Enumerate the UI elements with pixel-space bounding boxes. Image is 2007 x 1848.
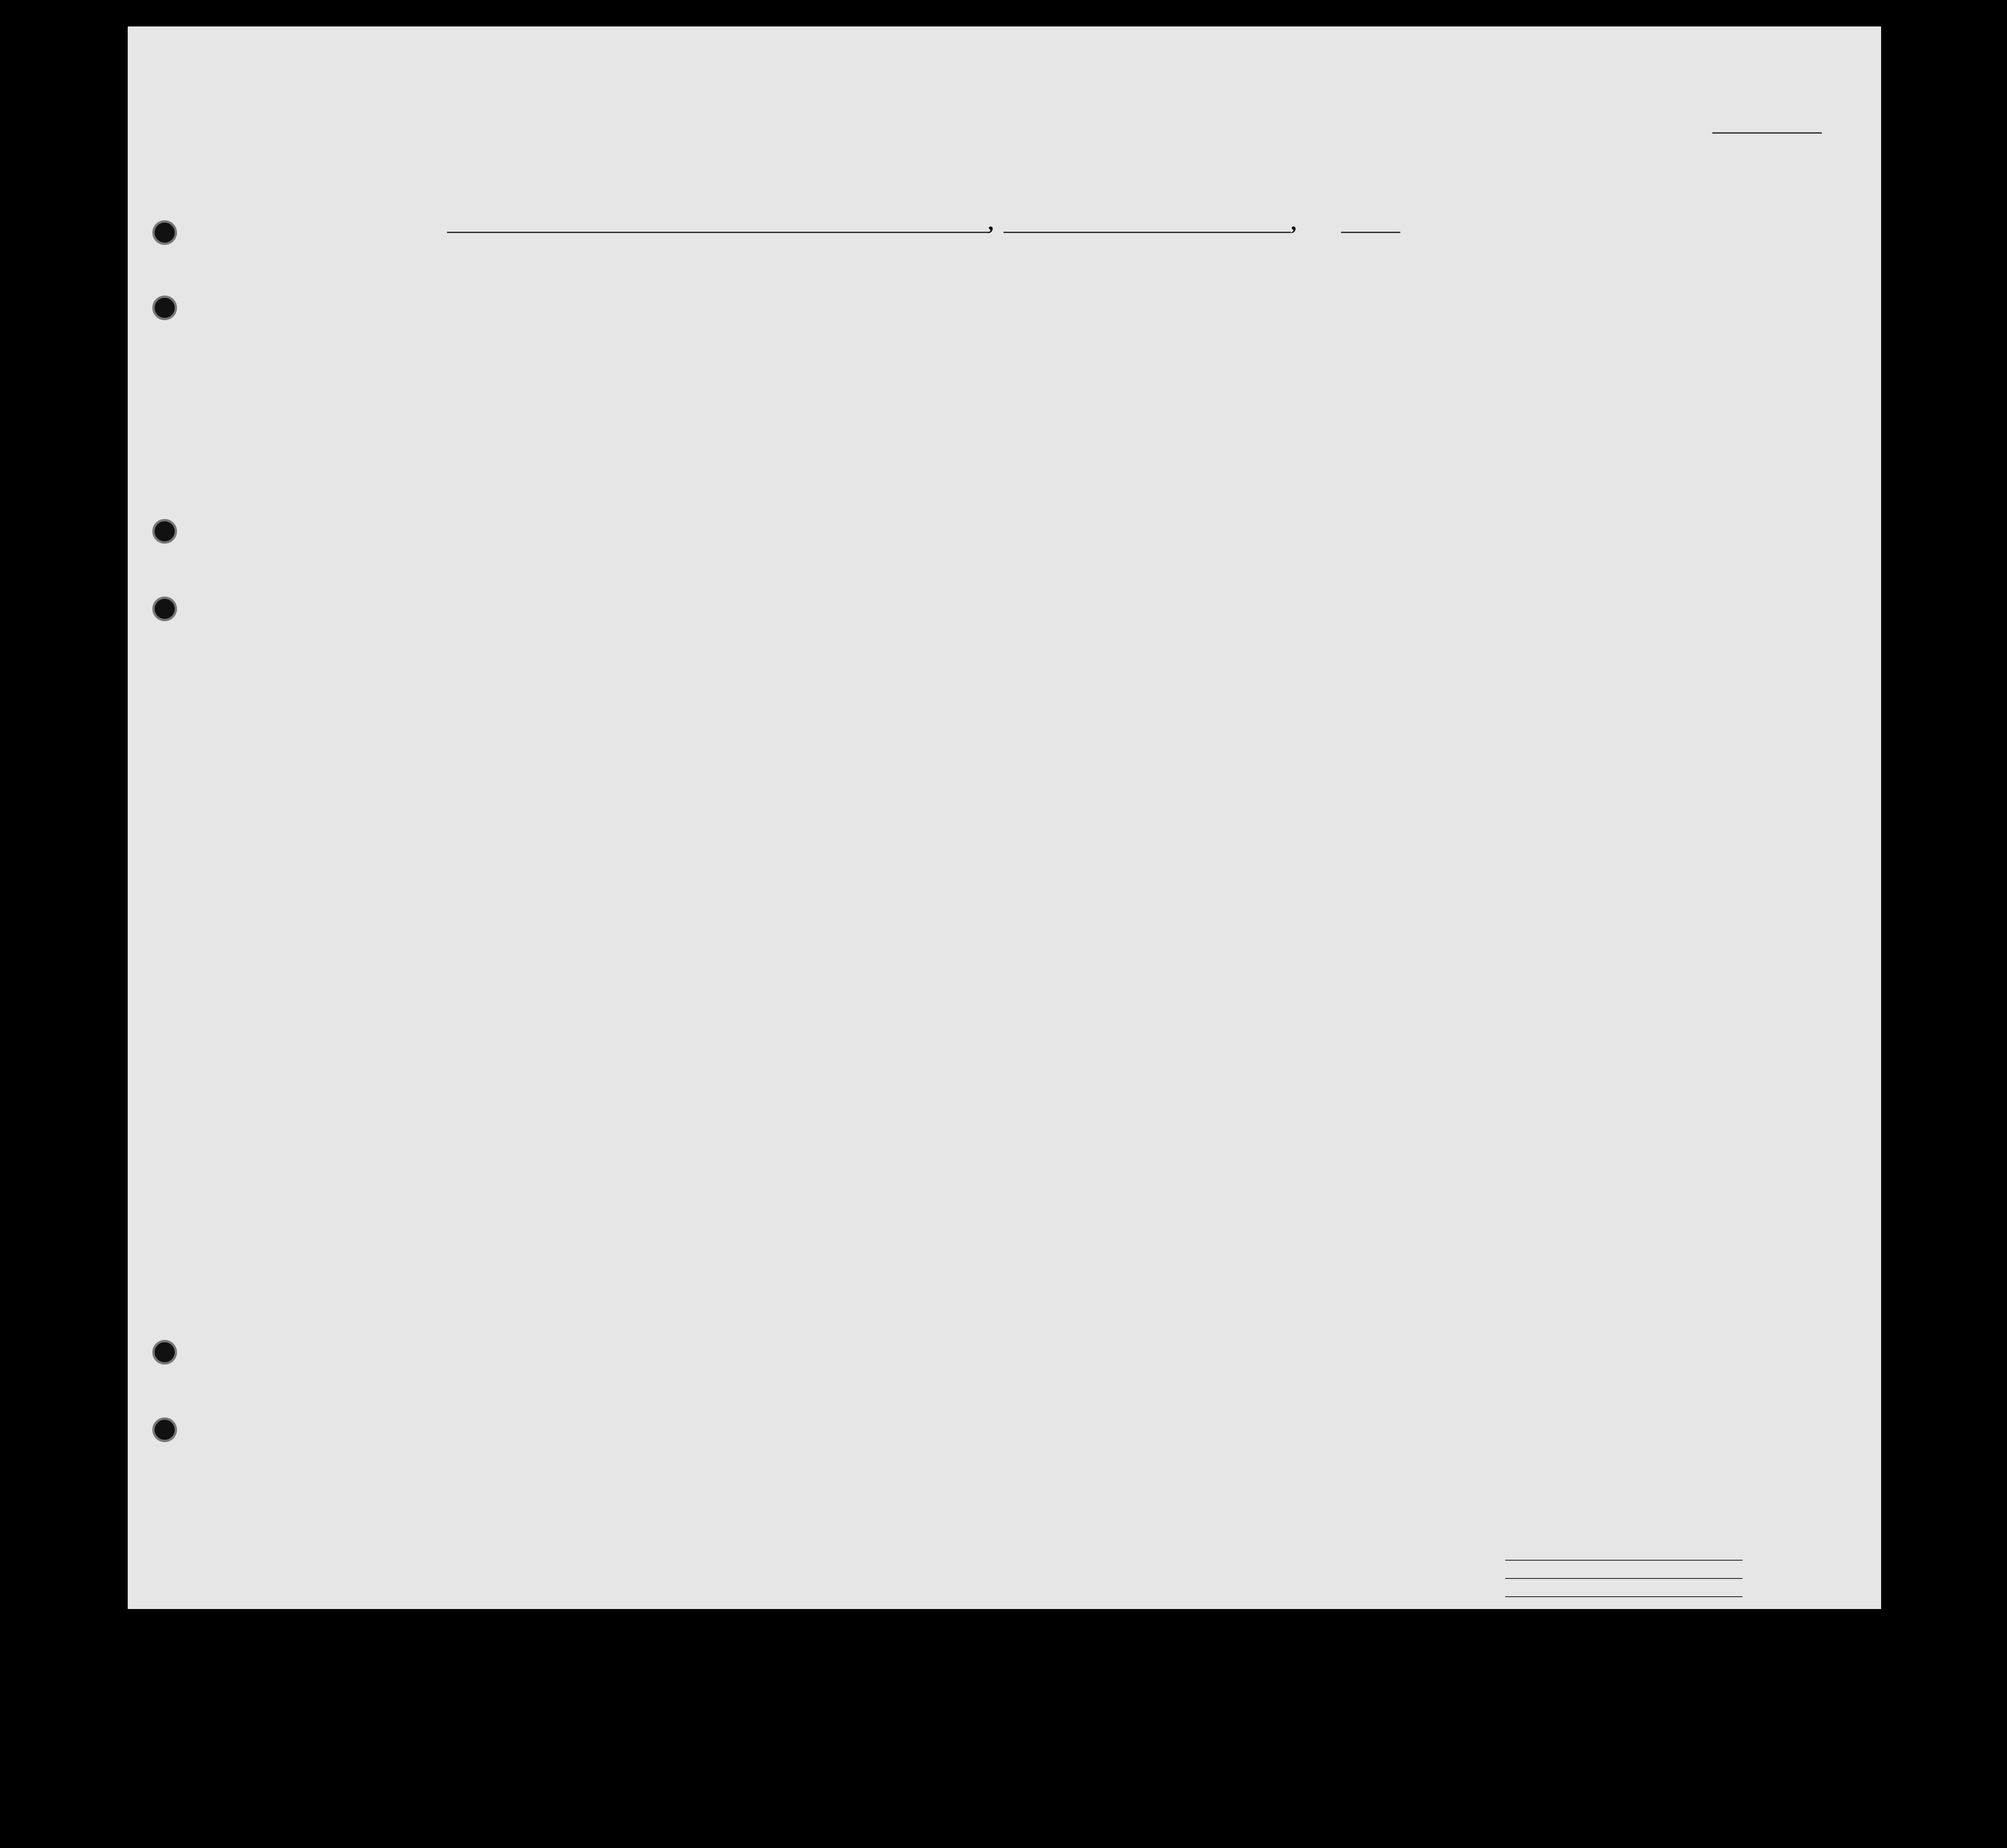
binder-hole [152, 220, 177, 245]
binder-hole [152, 519, 177, 544]
binder-hole [152, 296, 177, 320]
binder-hole [152, 1417, 177, 1442]
binder-hole [152, 1340, 177, 1365]
manifest-sheet: , , [128, 26, 1881, 1609]
form-grid [128, 26, 1881, 1609]
binder-hole [152, 597, 177, 621]
